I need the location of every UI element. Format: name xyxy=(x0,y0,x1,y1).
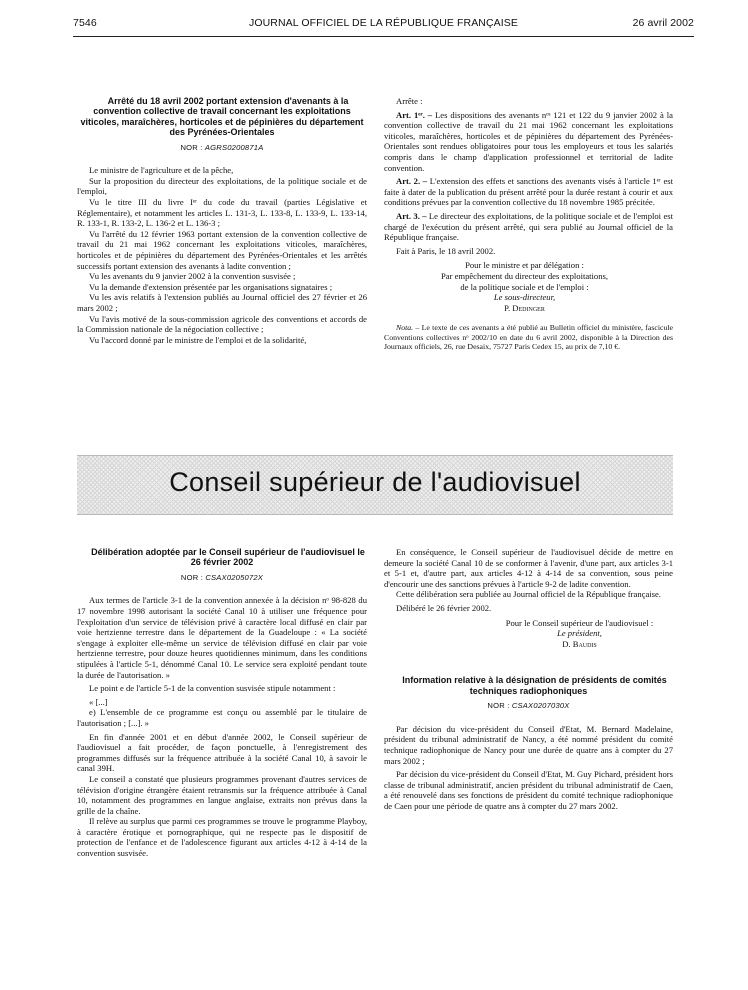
arrete-column-left xyxy=(77,96,367,345)
paragraph: « [...] xyxy=(89,696,108,707)
visa: Vu le titre III du livre Iᵉʳ du code du travail (parties Législative et Réglementaire), et notamment les articles L. 131-3, L. 133-8, L. 133-9, L. 133-14, R. 133-1, R. 133-2, L. 136-2 et L. 136-3 ; xyxy=(77,197,367,229)
signature-line: de la politique sociale et de l'emploi : xyxy=(460,281,589,292)
spacer xyxy=(384,649,673,675)
page-header xyxy=(73,17,694,33)
paragraph: Par décision du vice-président du Conseil d'Etat, M. Bernard Madelaine, président du tribunal administratif de Nancy, a été nommé président du comité technique radiophonique de Nancy pour une durée de quatre ans à compter du 27 mars 2002 ; xyxy=(384,723,673,766)
information-title: Information relative à la désignation de présidents de comités techniques radiophoniques xyxy=(402,675,667,696)
signature-role: Le sous-directeur, xyxy=(493,292,556,303)
nor-code: AGRS0200871A xyxy=(204,142,264,152)
journal-title: JOURNAL OFFICIEL DE LA RÉPUBLIQUE FRANÇAISE xyxy=(249,17,518,29)
delibere-line: Délibéré le 26 février 2002. xyxy=(396,602,492,613)
visa: Vu les avenants du 9 janvier 2002 à la convention susvisée ; xyxy=(89,271,296,282)
paragraph: Cette délibération sera publiée au Journal officiel de la République française. xyxy=(396,589,661,600)
nor-code: CSAX0205072X xyxy=(205,572,264,582)
arrete-note xyxy=(384,323,673,351)
paragraph: e) L'ensemble de ce programme est conçu ou assemblé par le titulaire de l'autorisation ; [...]. » xyxy=(77,707,367,728)
paragraph: Le conseil a constaté que plusieurs programmes provenant d'autres services de télévision d'origine étrangère étaient retransmis sur la fréquence attribuée à Canal 10, notamment des programmes en langue anglaise, extraits non prévus dans la grille de la chaîne. xyxy=(77,773,367,816)
article xyxy=(384,211,673,243)
visa: Sur la proposition du directeur des exploitations, de la politique sociale et de l'emploi, xyxy=(77,175,367,197)
section-banner xyxy=(77,455,673,515)
article-label: Art. 1ᵉʳ. – xyxy=(396,109,433,120)
nor-code: CSAX0207030X xyxy=(511,701,570,711)
arrete-signature xyxy=(384,260,665,313)
paragraph: Il relève au surplus que parmi ces programmes se trouve le programme Playboy, à caractère érotique et pornographique, qui ne respecte pas le dispositif de protection de l'enfance et de l'adolescence figurant aux articles 4-12 à 4-14 de la convention susvisée. xyxy=(77,816,367,859)
note-label: Nota. – xyxy=(396,323,420,333)
visa: Le ministre de l'agriculture et de la pêche, xyxy=(89,165,234,176)
arrete-title: Arrêté du 18 avril 2002 portant extension d'avenants à la convention collective de travail concernant les exploitations viticoles, maraîchères, horticoles et de pépinières du département des Pyrénées-Orientales xyxy=(80,96,364,138)
signature-line: Pour le Conseil supérieur de l'audiovisuel : xyxy=(505,617,654,628)
header-rule xyxy=(73,36,694,37)
article xyxy=(384,110,673,174)
visa: Vu l'avis motivé de la sous-commission agricole des conventions et accords de la Commission nationale de la négociation collective ; xyxy=(77,313,367,335)
visa: Vu les avis relatifs à l'extension publiés au Journal officiel des 27 février et 26 mars 2002 ; xyxy=(77,292,367,313)
article-label: Art. 3. – xyxy=(396,210,427,221)
article-text: L'extension des effets et sanctions des avenants visés à l'article 1ᵉʳ est faite à dater de la publication du présent arrêté pour la durée restant à courir et aux conditions prévues par la convention collective du 18 novembre 1985 précitée. xyxy=(384,176,673,208)
paragraph: Par décision du vice-président du Conseil d'Etat, M. Guy Pichard, président hors classe de tribunal administratif, ancien président du tribunal administratif de Caen, a été renouvelé dans ses fonctions de président du comité technique radiophonique de Caen pour une période de quatre ans à compter du 27 mars 2002. xyxy=(384,769,673,811)
note-text: Le texte de ces avenants a été publié au Bulletin officiel du ministère, fascicule Conventions collectives nᵒ 2002/10 en date du 6 avril 2002, disponible à la Direction des Journaux officiels, 26, rue Desaix, 75727 Paris Cedex 15, au prix de 7,10 €. xyxy=(384,323,673,352)
signature-line: Par empêchement du directeur des exploitations, xyxy=(440,270,609,281)
signature-name: P. Dedinger xyxy=(504,302,545,313)
arrete-column-right xyxy=(384,96,673,352)
paragraph: En fin d'année 2001 et en début d'année 2002, le Conseil supérieur de l'audiovisuel a fait procéder, de façon ponctuelle, à l'enregistrement des programmes diffusés sur la fréquence attribuée à la société Canal 10, à savoir le canal 39H. xyxy=(77,731,367,774)
article-text: Les dispositions des avenants nᵒˢ 121 et 122 du 9 janvier 2002 à la convention collective de travail du 21 mai 1962 concernant les exploitations viticoles, maraîchères, horticoles et de pépinières du département des Pyrénées-Orientales sont rendues obligatoires pour tous les employeurs et tous les salariés compris dans le champ d'application professionnel et territorial de ladite convention. xyxy=(384,109,673,173)
signature-name: D. Baudis xyxy=(562,638,597,649)
information-nor xyxy=(384,701,673,712)
paragraph: Le point e de l'article 5-1 de la convention susvisée stipule notamment : xyxy=(89,683,336,694)
article-label: Art. 2. – xyxy=(396,176,428,187)
article xyxy=(384,176,673,208)
section-banner-title: Conseil supérieur de l'audiovisuel xyxy=(169,467,581,497)
nor-label: NOR : xyxy=(180,572,204,582)
visa: Vu la demande d'extension présentée par les organisations signataires ; xyxy=(89,281,333,292)
article-text: Le directeur des exploitations, de la politique sociale et de l'emploi est chargé de l'exécution du présent arrêté, qui sera publié au Journal officiel de la République française. xyxy=(384,210,673,243)
arrete-label: Arrête : xyxy=(396,96,423,106)
paragraph: En conséquence, le Conseil supérieur de l'audiovisuel décide de mettre en demeure la société Canal 10 de se conformer à l'avenir, d'une part, aux articles 3-1 et 5-1 et, d'autre part, aux articles 4-12 à 4-14 de sa convention, sous peine d'encourir une des sanctions prévues à l'article 9-2 de ladite convention. xyxy=(384,547,673,589)
deliberation-column-right xyxy=(384,547,673,812)
deliberation-column-left xyxy=(77,547,367,859)
visa: Vu l'arrêté du 12 février 1963 portant extension de la convention collective de travail du 21 mai 1962 concernant les exploitations viticoles, maraîchères, horticoles et de pépinières du département des Pyrénées-Orientales et les arrêtés successifs portant extension des avenants à ladite convention ; xyxy=(77,228,367,271)
nor-label: NOR : xyxy=(487,701,510,711)
visa: Vu l'accord donné par le ministre de l'emploi et de la solidarité, xyxy=(89,334,307,345)
deliberation-nor xyxy=(77,573,367,584)
deliberation-signature xyxy=(494,618,665,650)
issue-date: 26 avril 2002 xyxy=(632,17,694,29)
signature-line: Pour le ministre et par délégation : xyxy=(465,260,584,271)
paragraph: Aux termes de l'article 3-1 de la convention annexée à la décision nᵒ 98-828 du 17 novembre 1998 autorisant la société Canal 10 à utiliser une fréquence pour l'exploitation d'un service de télévision privé à caractère local diffusé en clair par voie hertzienne terrestre dans le département de la Guadeloupe : « La société s'engage à exploiter elle-même un service de télévision diffusé en clair par voie hertzienne terrestre, pour douze heures quotidiennes minimum, dans les conditions stipulées à l'article 5-1, dénommé Canal 10. Le service sera exploité pendant toute la durée de l'autorisation. » xyxy=(77,595,367,680)
arrete-nor xyxy=(77,143,367,154)
fait-line: Fait à Paris, le 18 avril 2002. xyxy=(396,245,496,256)
signature-role: Le président, xyxy=(557,628,602,639)
deliberation-title: Délibération adoptée par le Conseil supérieur de l'audiovisuel le 26 février 2002 xyxy=(91,547,365,568)
page-number: 7546 xyxy=(73,17,97,29)
nor-label: NOR : xyxy=(180,142,203,152)
